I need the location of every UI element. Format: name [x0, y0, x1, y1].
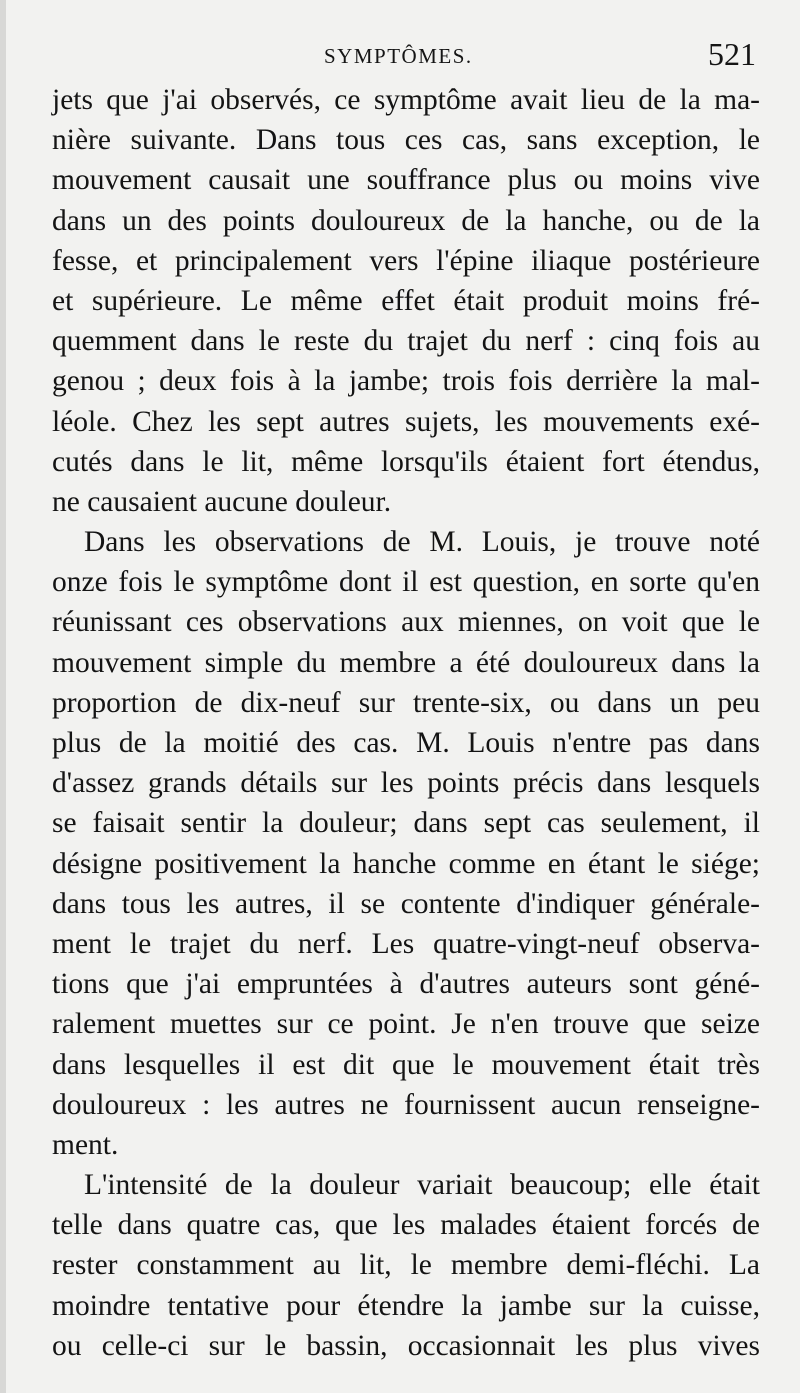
text-line: moindre tentative pour étendre la jambe sur la cuisse, — [52, 1289, 760, 1322]
running-title: SYMPTÔMES. — [324, 44, 473, 68]
text-line: plus de la moitié des cas. M. Louis n'entre pas dans — [52, 727, 760, 759]
text-line: ralement muettes sur ce point. Je n'en trouve que seize — [52, 1008, 760, 1041]
text-line: fesse, et principalement vers l'épine iliaque postérieure — [52, 244, 760, 277]
text-line: ment. — [52, 1128, 119, 1161]
text-line: L'intensité de la douleur variait beaucoup; elle était — [84, 1169, 760, 1202]
text-line: désigne positivement la hanche comme en étant le siége; — [52, 847, 760, 880]
text-line: et supérieure. Le même effet était produit moins fré- — [52, 284, 760, 317]
text-line: ou celle-ci sur le bassin, occasionnait les plus vives — [52, 1329, 760, 1362]
text-line: réunissant ces observations aux miennes, on voit que le — [52, 606, 760, 639]
paragraph — [52, 1165, 760, 1366]
text-line: proportion de dix-neuf sur trente-six, ou dans un peu — [52, 686, 760, 719]
text-line: dans lesquelles il est dit que le mouvement était très — [52, 1048, 760, 1081]
text-line: rester constamment au lit, le membre demi-fléchi. La — [52, 1249, 760, 1282]
text-line: mouvement causait une souffrance plus ou moins vive — [52, 164, 760, 197]
text-line: jets que j'ai observés, ce symptôme avait lieu de la ma- — [52, 84, 760, 116]
text-line: tions que j'ai empruntées à d'autres auteurs sont géné- — [52, 968, 760, 1001]
text-line: genou ; deux fois à la jambe; trois fois derrière la mal- — [52, 365, 760, 398]
text-line: dans tous les autres, il se contente d'indiquer générale- — [52, 887, 760, 920]
paragraph — [52, 80, 760, 522]
text-line: telle dans quatre cas, que les malades étaient forcés de — [52, 1209, 760, 1242]
text-line: léole. Chez les sept autres sujets, les mouvements exé- — [52, 405, 760, 438]
text-line: d'assez grands détails sur les points précis dans lesquels — [52, 767, 760, 800]
text-line: nière suivante. Dans tous ces cas, sans exception, le — [52, 124, 760, 157]
text-line: ne causaient aucune douleur. — [52, 485, 392, 518]
text-line: mouvement simple du membre a été douloureux dans la — [52, 646, 760, 679]
text-line: onze fois le symptôme dont il est question, en sorte qu'en — [52, 566, 760, 599]
text-line: douloureux : les autres ne fournissent aucun renseigne- — [52, 1088, 760, 1121]
text-line: dans un des points douloureux de la hanche, ou de la — [52, 204, 760, 237]
paragraph — [52, 522, 760, 1165]
page-number: 521 — [708, 36, 756, 72]
text-line: quemment dans le reste du trajet du nerf : cinq fois au — [52, 325, 760, 358]
text-line: Dans les observations de M. Louis, je trouve noté — [84, 526, 760, 559]
running-head — [6, 36, 800, 76]
body-text — [52, 80, 760, 1366]
text-line: cutés dans le lit, même lorsqu'ils étaient fort étendus, — [52, 445, 760, 478]
text-line: ment le trajet du nerf. Les quatre-vingt-neuf observa- — [52, 927, 760, 960]
text-line: se faisait sentir la douleur; dans sept cas seulement, il — [52, 807, 760, 840]
